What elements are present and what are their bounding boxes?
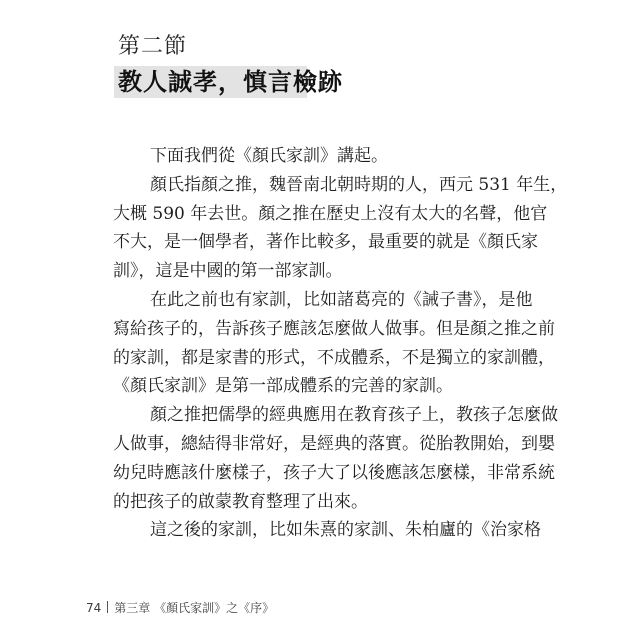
body-line: 寫給孩子的，告訴孩子應該怎麼做人做事。但是顏之推之前 xyxy=(113,318,555,339)
body-line: 人做事，總結得非常好，是經典的落實。從胎教開始，到嬰 xyxy=(113,433,555,454)
body-line: 的家訓，都是家書的形式，不成體系，不是獨立的家訓體， xyxy=(113,347,555,368)
body-line: 顏之推把儒學的經典應用在教育孩子上，教孩子怎麼做 xyxy=(150,405,558,426)
body-line: 顏氏指顏之推，魏晉南北朝時期的人，西元 531 年生， xyxy=(150,174,568,195)
body-line: 在此之前也有家訓，比如諸葛亮的《誡子書》，是他 xyxy=(150,289,533,310)
body-line: 的把孩子的啟蒙教育整理了出來。 xyxy=(113,491,368,512)
section-label: 第二節 xyxy=(118,34,188,59)
body-line: 幼兒時應該什麼樣子，孩子大了以後應該怎麼樣，非常系統 xyxy=(113,462,555,483)
page-number: 74 xyxy=(86,601,102,615)
body-line: 這之後的家訓，比如朱熹的家訓、朱柏廬的《治家格 xyxy=(150,520,541,541)
body-text xyxy=(113,142,568,545)
body-line: 不大，是一個學者，著作比較多，最重要的就是《顏氏家 xyxy=(113,232,538,253)
page-footer xyxy=(86,600,274,616)
body-line: 訓》，這是中國的第一部家訓。 xyxy=(113,261,343,282)
body-line: 大概 590 年去世。顏之推在歷史上沒有太大的名聲，他官 xyxy=(113,203,548,224)
body-line: 下面我們從《顏氏家訓》講起。 xyxy=(150,146,388,166)
chapter-title: 第三章 《顏氏家訓》之《序》 xyxy=(114,601,275,615)
footer-divider xyxy=(107,601,108,613)
section-title: 教人誠孝，慎言檢跡 xyxy=(118,67,343,96)
body-line: 《顏氏家訓》是第一部成體系的完善的家訓。 xyxy=(113,376,453,397)
